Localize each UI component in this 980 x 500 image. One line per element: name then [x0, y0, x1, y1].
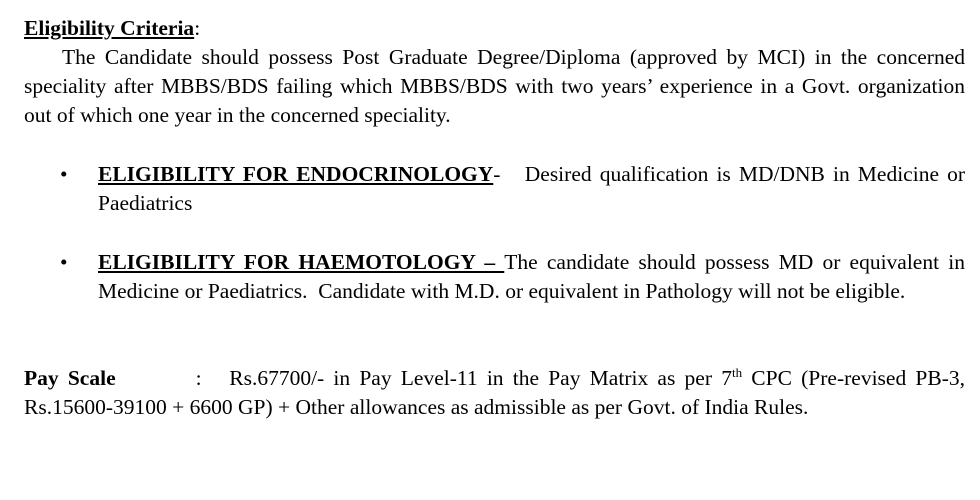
pay-scale-colon: : — [195, 366, 202, 390]
bullet-item-endocrinology — [24, 160, 971, 218]
pay-scale-superscript: th — [731, 364, 743, 380]
document-page — [24, 14, 971, 444]
eligibility-heading-line — [24, 14, 965, 43]
pay-scale-label: Pay Scale — [24, 366, 116, 390]
pay-scale-text-before: Rs.67700/- in Pay Level-11 in the Pay Matrix as per 7 — [229, 366, 732, 390]
pay-scale-text-after: CPC (Pre-revised PB-3, Rs.15600-39100 + 6600 GP) + Other allowances as admissible as per Govt. of India Rules. — [24, 366, 965, 419]
eligibility-heading: Eligibility Criteria — [24, 16, 195, 40]
bullet-heading-endocrinology: ELIGIBILITY FOR ENDOCRINOLOGY — [98, 162, 494, 186]
eligibility-heading-colon: : — [194, 16, 201, 40]
bullet-separator-endocrinology: - — [493, 162, 501, 186]
eligibility-paragraph: The Candidate should possess Post Graduate Degree/Diploma (approved by MCI) in the concerned speciality after MBBS/BDS failing which MBBS/BDS with two years’ experience in a Govt. organization out of which one year in the concerned speciality. — [24, 45, 965, 127]
pay-scale-paragraph — [24, 364, 965, 422]
bullet-heading-haemotology: ELIGIBILITY FOR HAEMOTOLOGY – — [98, 250, 505, 274]
bullet-item-haemotology — [24, 248, 971, 306]
bullet-text-endocrinology: Desired qualification is MD/DNB in Medicine or Paediatrics — [98, 162, 971, 215]
bullet-dot-icon: • — [60, 162, 68, 186]
bullet-text-haemotology: The candidate should possess MD or equivalent in Medicine or Paediatrics. Candidate with M.D. or equivalent in Pathology will not be eligible. — [98, 250, 971, 303]
bullet-dot-icon: • — [60, 250, 68, 274]
eligibility-bullet-list — [24, 160, 971, 306]
